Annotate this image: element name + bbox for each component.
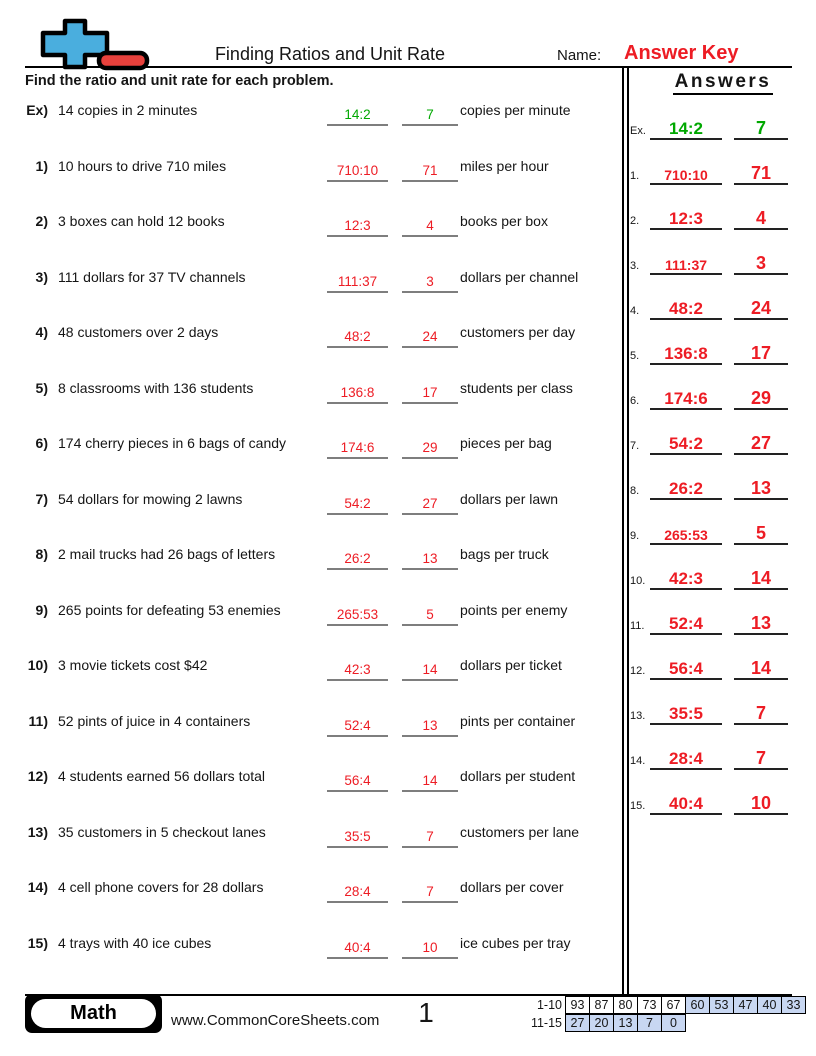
answer-rate-blank: 14 (734, 654, 788, 680)
problem-row (10, 822, 622, 846)
problem-row (10, 489, 622, 513)
unit-rate-answer-blank: 14 (402, 766, 458, 792)
unit-rate-answer-blank: 29 (402, 433, 458, 459)
problem-row (10, 156, 622, 180)
answer-row-number: 5. (630, 350, 640, 362)
answer-ratio-blank: 35:5 (650, 699, 722, 725)
answer-rate-blank: 7 (734, 114, 788, 140)
score-cell: 20 (589, 1014, 614, 1032)
answer-row (630, 339, 790, 363)
answer-row (630, 789, 790, 813)
instruction-text: Find the ratio and unit rate for each problem. (25, 73, 334, 89)
unit-label: copies per minute (460, 102, 571, 118)
answer-rate-blank: 17 (734, 339, 788, 365)
unit-rate-answer-blank: 27 (402, 489, 458, 515)
problem-text: 2 mail trucks had 26 bags of letters (58, 546, 276, 562)
ratio-answer-blank: 56:4 (327, 766, 388, 792)
problem-text: 54 dollars for mowing 2 lawns (58, 490, 243, 507)
answer-ratio-blank: 42:3 (650, 564, 722, 590)
answer-rate-blank: 7 (734, 744, 788, 770)
answer-row (630, 429, 790, 453)
answer-ratio-blank: 54:2 (650, 429, 722, 455)
answer-row (630, 114, 790, 138)
score-range-label: 11-15 (530, 1016, 562, 1030)
unit-label: dollars per ticket (460, 657, 562, 673)
ratio-answer-blank: 52:4 (327, 711, 388, 737)
problem-row (10, 600, 622, 624)
problem-row (10, 211, 622, 235)
score-cell: 33 (781, 996, 806, 1014)
unit-rate-answer-blank: 5 (402, 600, 458, 626)
answer-ratio-blank: 265:53 (650, 519, 722, 545)
answers-divider-line-outer (622, 68, 624, 995)
problem-text: 52 pints of juice in 4 containers (58, 712, 251, 729)
answer-row-number: 6. (630, 395, 640, 407)
answer-row-number: 11. (630, 620, 645, 632)
unit-label: dollars per cover (460, 879, 564, 895)
ratio-answer-blank: 54:2 (327, 489, 388, 515)
page-number: 1 (418, 997, 434, 1028)
answer-row-number: 8. (630, 485, 640, 497)
answer-rate-blank: 5 (734, 519, 788, 545)
score-cell: 13 (613, 1014, 638, 1032)
unit-label: dollars per channel (460, 268, 579, 285)
ratio-answer-blank: 136:8 (327, 378, 388, 404)
problem-row (10, 267, 622, 291)
answer-row (630, 249, 790, 273)
problem-text: 4 trays with 40 ice cubes (58, 934, 212, 951)
answer-rate-blank: 3 (734, 249, 788, 275)
unit-rate-answer-blank: 7 (402, 822, 458, 848)
problem-text: 14 copies in 2 minutes (58, 102, 198, 118)
problem-number: 12) (27, 768, 48, 784)
unit-rate-answer-blank: 13 (402, 544, 458, 570)
unit-rate-answer-blank: 24 (402, 322, 458, 348)
ratio-answer-blank: 265:53 (327, 600, 388, 626)
problem-number: 9) (35, 601, 48, 618)
problem-text: 4 students earned 56 dollars total (58, 768, 266, 784)
score-cell: 0 (661, 1014, 686, 1032)
problem-row (10, 433, 622, 457)
score-table-row-1-10 (514, 996, 806, 1014)
problem-number: 1) (35, 157, 48, 174)
score-cell: 7 (637, 1014, 662, 1032)
ratio-answer-blank: 111:37 (327, 267, 388, 293)
unit-label: students per class (460, 379, 573, 396)
problem-text: 174 cherry pieces in 6 bags of candy (58, 435, 287, 451)
answer-ratio-blank: 12:3 (650, 204, 722, 230)
answers-divider-line-inner (627, 68, 629, 995)
answer-ratio-blank: 40:4 (650, 789, 722, 815)
ratio-answer-blank: 26:2 (327, 544, 388, 570)
unit-label: miles per hour (460, 157, 549, 174)
problem-text: 8 classrooms with 136 students (58, 379, 254, 396)
answer-row-number: 1. (630, 170, 640, 182)
problem-number: Ex) (26, 102, 48, 118)
unit-label: points per enemy (460, 601, 568, 618)
problem-row (10, 544, 622, 568)
problem-number: 2) (35, 213, 48, 229)
answer-row (630, 204, 790, 228)
answer-ratio-blank: 28:4 (650, 744, 722, 770)
problem-text: 4 cell phone covers for 28 dollars (58, 879, 264, 895)
ratio-answer-blank: 42:3 (327, 655, 388, 681)
ratio-answer-blank: 28:4 (327, 877, 388, 903)
answer-row (630, 609, 790, 633)
problem-text: 3 boxes can hold 12 books (58, 213, 225, 229)
problem-text: 265 points for defeating 53 enemies (58, 601, 281, 618)
ratio-answer-blank: 14:2 (327, 100, 388, 126)
unit-rate-answer-blank: 10 (402, 933, 458, 959)
answer-rate-blank: 7 (734, 699, 788, 725)
unit-rate-answer-blank: 13 (402, 711, 458, 737)
answer-ratio-blank: 174:6 (650, 384, 722, 410)
answer-ratio-blank: 56:4 (650, 654, 722, 680)
problem-number: 3) (35, 268, 48, 285)
answer-rate-blank: 29 (734, 384, 788, 410)
answer-row-number: 14. (630, 755, 646, 767)
problem-number: 4) (35, 324, 48, 340)
problem-text: 10 hours to drive 710 miles (58, 157, 227, 174)
ratio-answer-blank: 710:10 (327, 156, 388, 182)
problem-text: 3 movie tickets cost $42 (58, 657, 208, 673)
unit-label: bags per truck (460, 546, 549, 562)
unit-label: pieces per bag (460, 435, 552, 451)
score-table-row-11-15 (514, 1014, 686, 1032)
ratio-answer-blank: 174:6 (327, 433, 388, 459)
answer-key-text: Answer Key (624, 42, 739, 64)
problem-row (10, 378, 622, 402)
answer-row-number: 7. (630, 440, 640, 452)
answer-row-number: 4. (630, 305, 640, 317)
answer-ratio-blank: 710:10 (650, 159, 722, 185)
answer-ratio-blank: 52:4 (650, 609, 722, 635)
answer-rate-blank: 27 (734, 429, 788, 455)
answer-row (630, 294, 790, 318)
problem-number: 6) (35, 435, 48, 451)
problem-number: 11) (28, 712, 48, 729)
ratio-answer-blank: 40:4 (327, 933, 388, 959)
unit-rate-answer-blank: 4 (402, 211, 458, 237)
score-cell: 60 (685, 996, 710, 1014)
answer-rate-blank: 13 (734, 609, 788, 635)
answer-row (630, 384, 790, 408)
score-cell: 40 (757, 996, 782, 1014)
answer-rate-blank: 24 (734, 294, 788, 320)
problem-row (10, 711, 622, 735)
problem-number: 8) (35, 546, 48, 562)
problem-row (10, 322, 622, 346)
answer-row-number: 9. (630, 530, 640, 542)
unit-rate-answer-blank: 17 (402, 378, 458, 404)
answer-row (630, 519, 790, 543)
subject-badge-label: Math (31, 999, 156, 1028)
answer-rate-blank: 10 (734, 789, 788, 815)
answer-row-number: 10. (630, 575, 646, 587)
answer-row-number: Ex. (630, 125, 646, 137)
subject-badge (25, 994, 162, 1033)
name-label: Name: (557, 47, 602, 64)
score-cell: 27 (565, 1014, 590, 1032)
answers-heading (630, 71, 816, 93)
answer-row-number: 12. (630, 665, 646, 677)
unit-rate-answer-blank: 7 (402, 100, 458, 126)
problem-text: 35 customers in 5 checkout lanes (58, 823, 266, 840)
answer-row (630, 474, 790, 498)
answer-row-number: 13. (630, 710, 646, 722)
score-cell: 67 (661, 996, 686, 1014)
score-cell: 73 (637, 996, 662, 1014)
answer-rate-blank: 71 (734, 159, 788, 185)
answer-ratio-blank: 26:2 (650, 474, 722, 500)
score-cell: 80 (613, 996, 638, 1014)
score-cell: 53 (709, 996, 734, 1014)
answer-row-number: 2. (630, 215, 640, 227)
answer-row (630, 564, 790, 588)
answer-row-number: 15. (630, 800, 646, 812)
unit-rate-answer-blank: 14 (402, 655, 458, 681)
problem-row (10, 100, 622, 124)
answer-row-number: 3. (630, 260, 640, 272)
problem-row (10, 766, 622, 790)
answer-row (630, 699, 790, 723)
answer-row (630, 654, 790, 678)
problem-number: 15) (27, 934, 48, 951)
unit-label: books per box (460, 213, 548, 229)
unit-rate-answer-blank: 7 (402, 877, 458, 903)
score-cell: 93 (565, 996, 590, 1014)
answer-row (630, 159, 790, 183)
unit-rate-answer-blank: 3 (402, 267, 458, 293)
answer-ratio-blank: 111:37 (650, 249, 722, 275)
problem-row (10, 933, 622, 957)
answer-rate-blank: 13 (734, 474, 788, 500)
ratio-answer-blank: 12:3 (327, 211, 388, 237)
answer-rate-blank: 14 (734, 564, 788, 590)
header-divider-line (25, 66, 792, 68)
problem-number: 7) (35, 490, 48, 507)
unit-rate-answer-blank: 71 (402, 156, 458, 182)
problem-text: 48 customers over 2 days (58, 324, 219, 340)
unit-label: ice cubes per tray (460, 934, 571, 951)
answer-row (630, 744, 790, 768)
answer-ratio-blank: 48:2 (650, 294, 722, 320)
score-range-label: 1-10 (536, 998, 562, 1012)
problem-number: 5) (35, 379, 48, 396)
problem-row (10, 655, 622, 679)
score-cell: 47 (733, 996, 758, 1014)
unit-label: dollars per student (460, 768, 576, 784)
worksheet-title: Finding Ratios and Unit Rate (214, 44, 446, 64)
unit-label: pints per container (460, 712, 576, 729)
unit-label: dollars per lawn (460, 490, 559, 507)
answers-heading-text: Answers (673, 71, 774, 95)
problem-number: 13) (27, 823, 48, 840)
problem-text: 111 dollars for 37 TV channels (58, 268, 246, 285)
ratio-answer-blank: 48:2 (327, 322, 388, 348)
website-url: www.CommonCoreSheets.com (171, 1012, 380, 1029)
ratio-answer-blank: 35:5 (327, 822, 388, 848)
answer-ratio-blank: 136:8 (650, 339, 722, 365)
problem-number: 14) (27, 879, 48, 895)
answer-ratio-blank: 14:2 (650, 114, 722, 140)
problem-row (10, 877, 622, 901)
problem-number: 10) (27, 657, 48, 673)
unit-label: customers per day (460, 324, 576, 340)
score-cell: 87 (589, 996, 614, 1014)
answer-rate-blank: 4 (734, 204, 788, 230)
unit-label: customers per lane (460, 823, 580, 840)
